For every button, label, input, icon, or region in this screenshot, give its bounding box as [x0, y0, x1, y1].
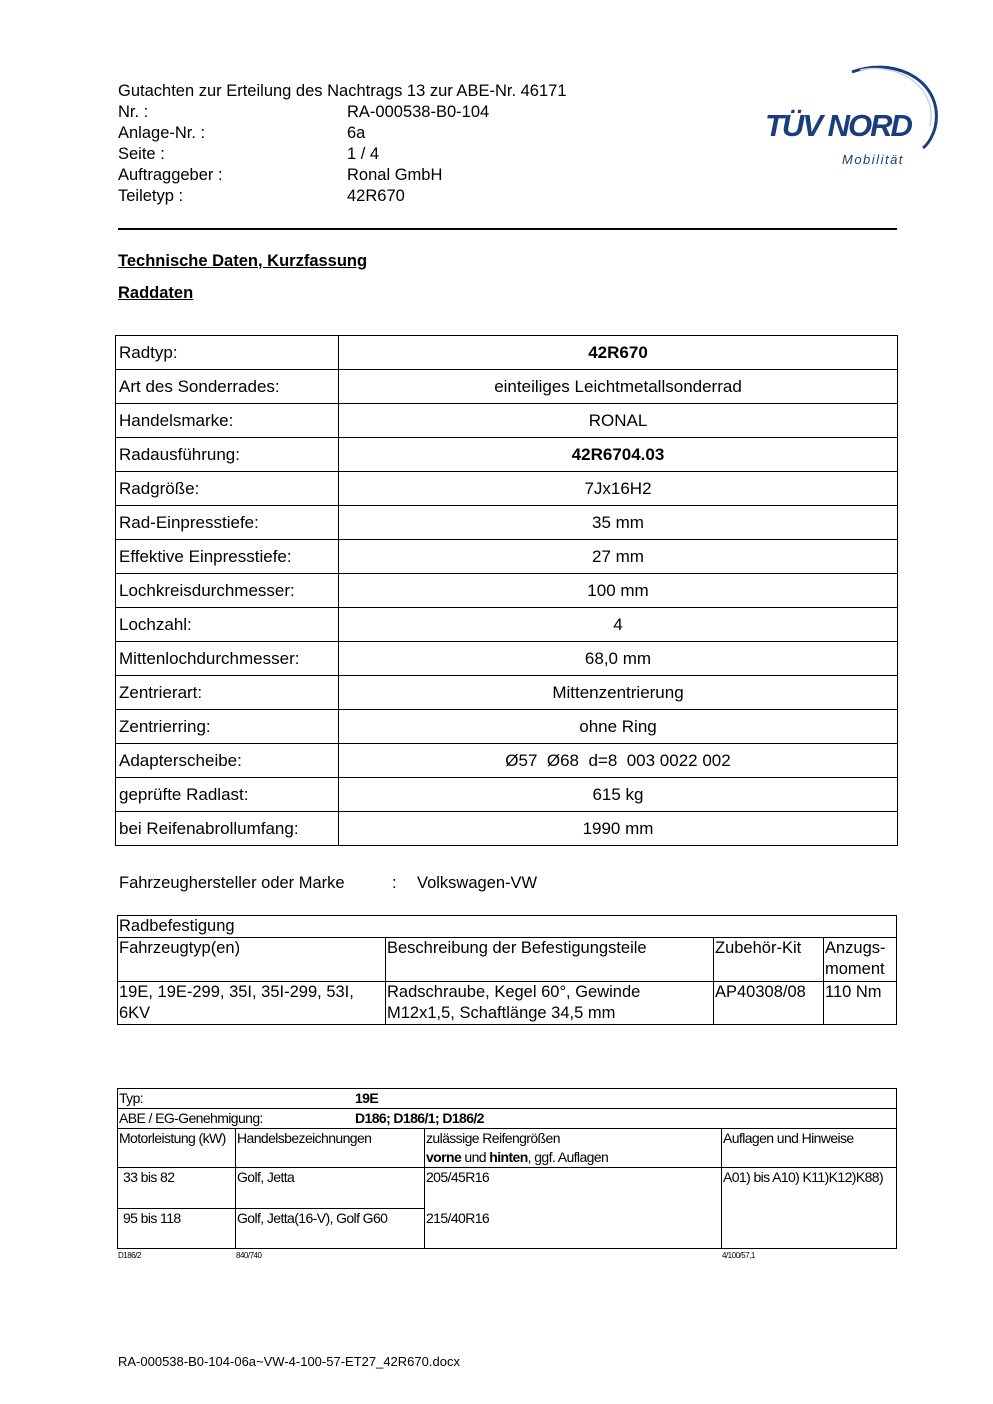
row-value: ohne Ring	[339, 710, 898, 744]
engine-power: 95 bis 118	[118, 1209, 236, 1249]
tyre-size: 215/40R16	[426, 1210, 490, 1226]
approval-row	[118, 1109, 897, 1129]
tyre-sizes-cell	[425, 1168, 722, 1249]
table-row	[116, 574, 898, 608]
table-row	[116, 608, 898, 642]
row-label: bei Reifenabrollumfang:	[116, 812, 339, 846]
table-row	[116, 370, 898, 404]
row-label: Lochkreisdurchmesser:	[116, 574, 339, 608]
tyres-header-line1: zulässige Reifengrößen	[426, 1130, 560, 1146]
conditions-notes: A01) bis A10) K11)K12)K88)	[722, 1168, 897, 1249]
column-header-tyres	[425, 1129, 722, 1168]
accessory-kit: AP40308/08	[714, 982, 824, 1025]
table-row	[116, 540, 898, 574]
row-label: geprüfte Radlast:	[116, 778, 339, 812]
header-row-auftraggeber	[118, 165, 567, 186]
column-header: Handelsbezeichnungen	[236, 1129, 425, 1168]
table-title-row	[118, 916, 897, 938]
table-row	[116, 744, 898, 778]
header-row-anlage	[118, 123, 567, 144]
table-row	[116, 812, 898, 846]
row-value: einteiliges Leichtmetallsonderrad	[339, 370, 898, 404]
table-footnote: 840/740	[236, 1251, 262, 1260]
manufacturer-value: Volkswagen-VW	[417, 874, 538, 892]
trade-names: Golf, Jetta	[236, 1168, 425, 1209]
file-name-footer: RA-000538-B0-104-06a~VW-4-100-57-ET27_42R670.docx	[118, 1354, 460, 1369]
tyres-and: und	[461, 1149, 490, 1165]
row-value: 4	[339, 608, 898, 642]
approval-label: ABE / EG-Genehmigung:	[119, 1110, 263, 1126]
column-header: Auflagen und Hinweise	[722, 1129, 897, 1168]
subsection-heading: Raddaten	[118, 284, 194, 302]
type-cell	[118, 1089, 897, 1109]
table-title: Radbefestigung	[118, 916, 897, 938]
row-label: Adapterscheibe:	[116, 744, 339, 778]
column-header: Fahrzeugtyp(en)	[118, 938, 386, 982]
tuev-nord-logo	[760, 60, 945, 175]
tyres-rest: , ggf. Auflagen	[527, 1149, 609, 1165]
radbefestigung-table	[117, 915, 897, 1025]
row-value: 35 mm	[339, 506, 898, 540]
row-label: Lochzahl:	[116, 608, 339, 642]
row-label: Rad-Einpresstiefe:	[116, 506, 339, 540]
row-value: Ø57 Ø68 d=8 003 0022 002	[339, 744, 898, 778]
header-row-nr	[118, 102, 567, 123]
row-label: Mittenlochdurchmesser:	[116, 642, 339, 676]
header-label: Teiletyp :	[118, 187, 184, 205]
row-value: 7Jx16H2	[339, 472, 898, 506]
header-row-seite	[118, 144, 567, 165]
header-label: Anlage-Nr. :	[118, 124, 206, 142]
logo-subtitle: Mobilität	[842, 152, 904, 167]
row-label: Art des Sonderrades:	[116, 370, 339, 404]
row-value: 42R670	[339, 336, 898, 370]
table-header-row	[118, 938, 897, 982]
torque: 110 Nm	[824, 982, 897, 1025]
table-row	[116, 778, 898, 812]
table-row	[116, 472, 898, 506]
header-label: Auftraggeber :	[118, 166, 223, 184]
fastening-description: Radschraube, Kegel 60°, Gewinde M12x1,5, Schaftlänge 34,5 mm	[386, 982, 714, 1025]
engine-power: 33 bis 82	[118, 1168, 236, 1209]
type-approval-table	[117, 1088, 897, 1249]
row-value: 100 mm	[339, 574, 898, 608]
type-label: Typ:	[119, 1090, 144, 1106]
row-label: Handelsmarke:	[116, 404, 339, 438]
trade-names: Golf, Jetta(16-V), Golf G60	[236, 1209, 425, 1249]
manufacturer-separator: :	[392, 874, 397, 892]
raddaten-table	[115, 335, 898, 846]
table-row	[118, 982, 897, 1025]
header-value: 1 / 4	[347, 145, 380, 163]
table-row	[116, 506, 898, 540]
header-value: 6a	[347, 124, 366, 142]
vehicle-manufacturer-line	[119, 874, 537, 893]
table-footnote: D186/2	[118, 1251, 141, 1260]
column-header: Zubehör-Kit	[714, 938, 824, 982]
header-title: Gutachten zur Erteilung des Nachtrags 13 zur ABE-Nr. 46171	[118, 82, 567, 100]
row-label: Radtyp:	[116, 336, 339, 370]
tyre-size: 205/45R16	[426, 1169, 490, 1185]
row-value: RONAL	[339, 404, 898, 438]
header-value: Ronal GmbH	[347, 166, 443, 184]
header-row-teiletyp	[118, 186, 567, 207]
column-header: Motorleistung (kW)	[118, 1129, 236, 1168]
tyres-front: vorne	[426, 1149, 462, 1165]
header-label: Seite :	[118, 145, 165, 163]
approval-cell	[118, 1109, 897, 1129]
row-value: 68,0 mm	[339, 642, 898, 676]
document-header	[118, 81, 567, 207]
header-divider	[118, 228, 897, 230]
section-heading: Technische Daten, Kurzfassung	[118, 252, 368, 270]
type-value: 19E	[355, 1090, 379, 1106]
table-header-row	[118, 1129, 897, 1168]
row-value: Mittenzentrierung	[339, 676, 898, 710]
row-label: Effektive Einpresstiefe:	[116, 540, 339, 574]
row-value: 615 kg	[339, 778, 898, 812]
table-footnote: 4/100/57,1	[722, 1251, 755, 1260]
row-label: Zentrierring:	[116, 710, 339, 744]
row-value: 1990 mm	[339, 812, 898, 846]
table-row	[116, 336, 898, 370]
vehicle-types: 19E, 19E-299, 35I, 35I-299, 53I, 6KV	[118, 982, 386, 1025]
table-row	[116, 676, 898, 710]
row-label: Zentrierart:	[116, 676, 339, 710]
row-value: 42R6704.03	[339, 438, 898, 472]
column-header: Beschreibung der Befestigungsteile	[386, 938, 714, 982]
row-value: 27 mm	[339, 540, 898, 574]
header-value: RA-000538-B0-104	[347, 103, 490, 121]
header-label: Nr. :	[118, 103, 149, 121]
table-row	[118, 1168, 897, 1209]
row-label: Radausführung:	[116, 438, 339, 472]
row-label: Radgröße:	[116, 472, 339, 506]
table-row	[116, 404, 898, 438]
manufacturer-label: Fahrzeughersteller oder Marke	[119, 874, 345, 892]
logo-brand: TÜV NORD	[765, 108, 911, 143]
table-row	[116, 710, 898, 744]
header-value: 42R670	[347, 187, 405, 205]
tyres-rear: hinten	[489, 1149, 528, 1165]
type-row	[118, 1089, 897, 1109]
approval-value: D186; D186/1; D186/2	[355, 1110, 484, 1126]
table-row	[116, 642, 898, 676]
column-header: Anzugs-moment	[824, 938, 897, 982]
table-row	[116, 438, 898, 472]
